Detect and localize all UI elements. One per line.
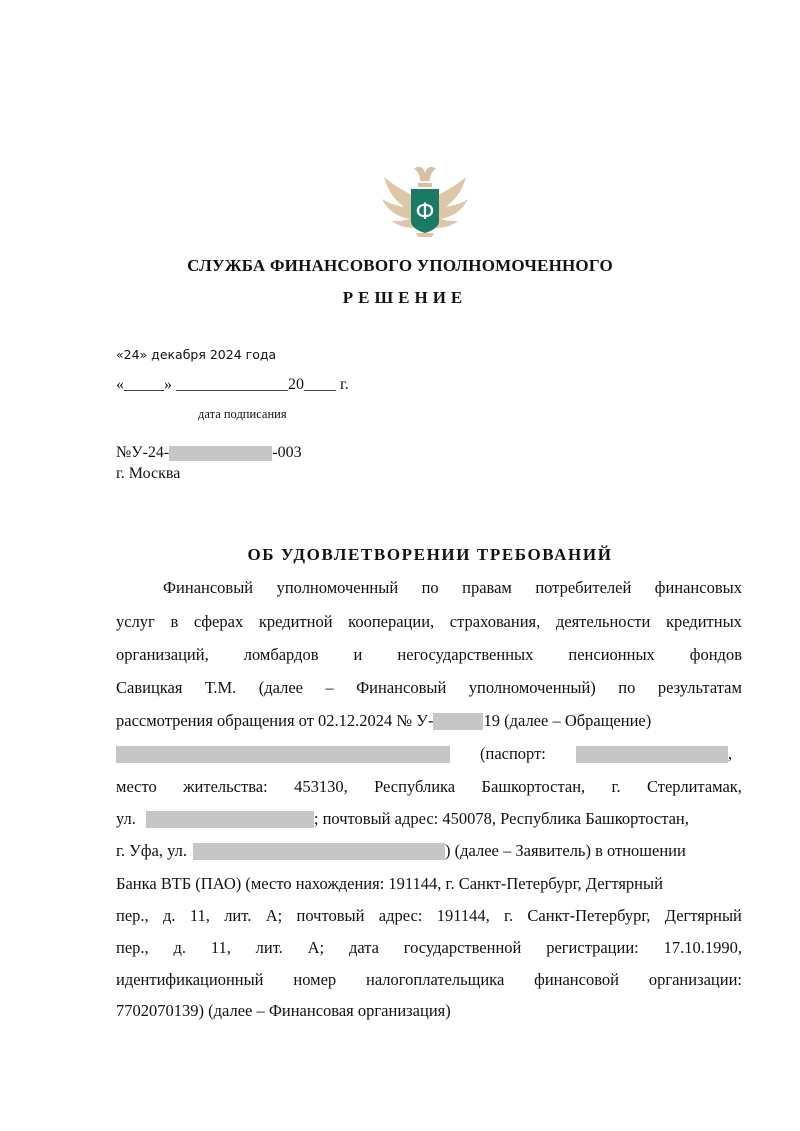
svg-text:Ф: Ф — [415, 200, 435, 225]
word: пер., — [116, 906, 149, 925]
body-line-8 — [116, 809, 742, 829]
document-type: РЕШЕНИЕ — [342, 288, 468, 307]
body-line-3 — [116, 645, 742, 665]
word: государственной — [403, 938, 522, 957]
word: деятельности — [555, 612, 651, 631]
word: Савицкая — [116, 678, 183, 697]
word: место — [116, 777, 157, 796]
body-line-4 — [116, 678, 742, 698]
word: кооперации, — [348, 612, 435, 631]
word: лит. — [224, 906, 252, 925]
word: в — [170, 612, 179, 631]
word: результатам — [657, 678, 742, 697]
word: номер — [293, 970, 337, 989]
document-number — [116, 444, 302, 462]
word: жительства: — [183, 777, 268, 796]
sign-year: 20____ г. — [288, 376, 349, 393]
word: Стерлитамак, — [646, 777, 742, 796]
text: рассмотрения обращения от 02.12.2024 № У- — [116, 711, 434, 730]
decision-heading: ОБ УДОВЛЕТВОРЕНИИ ТРЕБОВАНИЙ — [247, 545, 613, 564]
word: Финансовый — [163, 578, 254, 597]
word: 191144, — [436, 906, 490, 925]
word: адрес: — [378, 906, 423, 925]
word: кредитной — [258, 612, 333, 631]
body-line-6 — [116, 744, 742, 764]
text: Банка ВТБ (ПАО) (место нахождения: 191144, г. Санкт-Петербург, Дегтярный — [116, 874, 663, 893]
eagle-emblem-icon — [380, 163, 470, 238]
word: финансовой — [534, 970, 619, 989]
redacted-block — [146, 811, 314, 828]
body-line-7 — [116, 777, 742, 797]
word: ломбардов — [243, 645, 319, 664]
word: финансовых — [654, 578, 742, 597]
word: и — [353, 645, 363, 664]
word: А; — [265, 906, 283, 925]
signing-date-caption: дата подписания — [198, 407, 287, 421]
body-line-5 — [116, 711, 742, 731]
word: фондов — [689, 645, 742, 664]
word: г. — [611, 777, 621, 796]
word: д. — [173, 938, 186, 957]
word: регистрации: — [546, 938, 639, 957]
word: 11, — [210, 938, 231, 957]
word: почтовый — [296, 906, 365, 925]
word: 11, — [189, 906, 210, 925]
sign-month: ______________ — [176, 376, 288, 393]
word: Т.М. — [204, 678, 237, 697]
redacted-block — [193, 843, 445, 860]
number-prefix: №У-24- — [116, 444, 170, 461]
body-line-14 — [116, 1001, 742, 1021]
word: лит. — [255, 938, 283, 957]
text: (паспорт: — [480, 744, 546, 763]
text: ул. — [116, 809, 136, 828]
word: пенсионных — [568, 645, 655, 664]
word: дата — [348, 938, 379, 957]
word: уполномоченный — [276, 578, 399, 597]
city: г. Москва — [116, 465, 181, 482]
body-line-2 — [116, 612, 742, 632]
word: Дегтярный — [664, 906, 742, 925]
organization-title: СЛУЖБА ФИНАНСОВОГО УПОЛНОМОЧЕННОГО — [187, 256, 613, 275]
sign-day: «_____» — [116, 376, 172, 393]
word: г. — [504, 906, 514, 925]
text: 7702070139) (далее – Финансовая организация) — [116, 1001, 451, 1020]
body-line-13 — [116, 970, 742, 990]
word: (далее — [258, 678, 303, 697]
body-line-11 — [116, 906, 742, 926]
redacted-block — [169, 446, 272, 461]
word: идентификационный — [116, 970, 264, 989]
word: услуг — [116, 612, 155, 631]
word: – — [325, 678, 334, 697]
word: сферах — [193, 612, 244, 631]
word: д. — [162, 906, 176, 925]
text: ) (далее – Заявитель) в отношении — [445, 841, 686, 860]
emblem-logo — [380, 163, 470, 238]
word: кредитных — [665, 612, 742, 631]
text: , — [727, 744, 733, 763]
word: организации: — [648, 970, 742, 989]
word: Финансовый — [356, 678, 447, 697]
word: Санкт-Петербург, — [527, 906, 651, 925]
word: организаций, — [116, 645, 209, 664]
body-line-10 — [116, 874, 742, 894]
word: налогоплательщика — [366, 970, 505, 989]
word: по — [618, 678, 636, 697]
redacted-block — [576, 746, 728, 763]
number-suffix: -003 — [272, 444, 302, 461]
word: 453130, — [294, 777, 348, 796]
word: пер., — [116, 938, 149, 957]
word: негосударственных — [397, 645, 534, 664]
word: правам — [462, 578, 512, 597]
redacted-block — [433, 713, 483, 730]
signing-date-line — [116, 376, 349, 394]
text: ; почтовый адрес: 450078, Республика Башкортостан, — [313, 809, 689, 828]
word: А; — [307, 938, 325, 957]
word: страхования, — [449, 612, 541, 631]
body-line-12 — [116, 938, 742, 958]
text: 19 (далее – Обращение) — [483, 711, 652, 730]
word: Башкортостан, — [481, 777, 586, 796]
redacted-block — [116, 746, 450, 763]
text: г. Уфа, ул. — [116, 841, 187, 860]
word: уполномоченный) — [468, 678, 596, 697]
word: потребителей — [535, 578, 632, 597]
word: Республика — [374, 777, 456, 796]
decision-date: «24» декабря 2024 года — [116, 347, 277, 362]
word: 17.10.1990, — [663, 938, 742, 957]
word: по — [421, 578, 439, 597]
body-line-9 — [116, 841, 742, 861]
body-line-1 — [163, 578, 742, 598]
